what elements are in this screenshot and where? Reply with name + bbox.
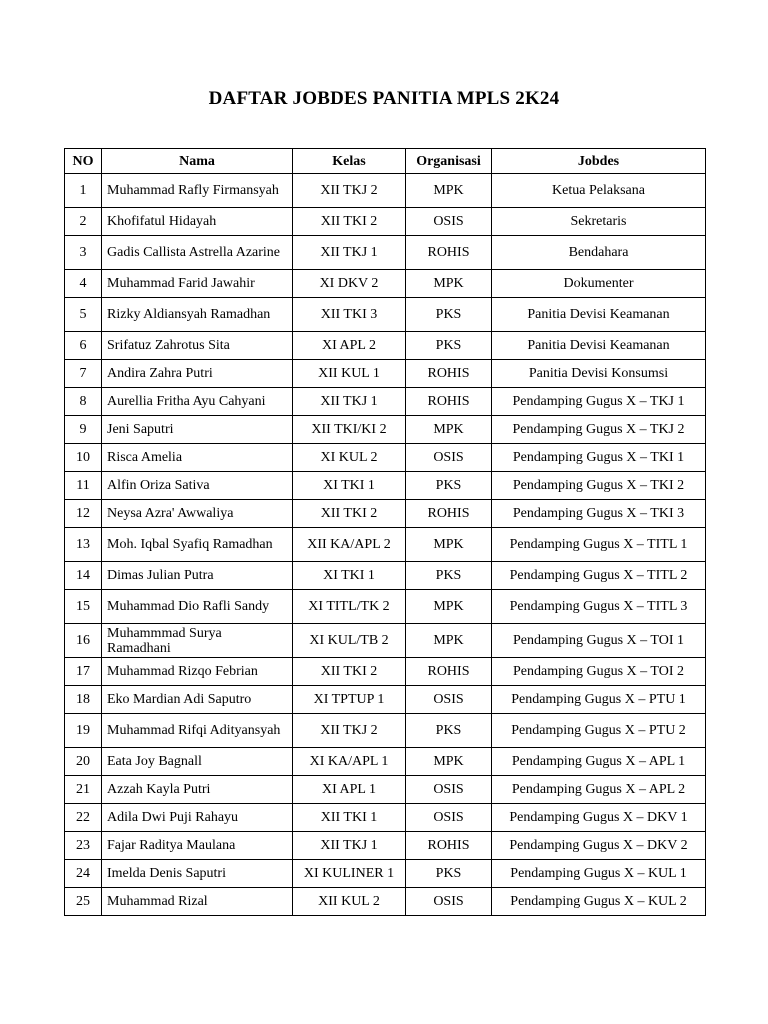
header-nama: Nama bbox=[102, 149, 293, 174]
cell-organisasi: ROHIS bbox=[406, 360, 492, 388]
cell-jobdes: Bendahara bbox=[492, 236, 706, 270]
cell-nama: Muhammmad Surya Ramadhani bbox=[102, 624, 293, 658]
cell-kelas: XII TKJ 2 bbox=[293, 714, 406, 748]
cell-jobdes: Pendamping Gugus X – DKV 1 bbox=[492, 804, 706, 832]
table-header bbox=[65, 149, 706, 174]
table-row bbox=[65, 776, 706, 804]
cell-nama: Rizky Aldiansyah Ramadhan bbox=[102, 298, 293, 332]
cell-no: 4 bbox=[65, 270, 102, 298]
cell-jobdes: Pendamping Gugus X – PTU 2 bbox=[492, 714, 706, 748]
cell-nama: Alfin Oriza Sativa bbox=[102, 472, 293, 500]
cell-kelas: XII TKJ 1 bbox=[293, 236, 406, 270]
cell-organisasi: PKS bbox=[406, 562, 492, 590]
cell-jobdes: Pendamping Gugus X – TITL 2 bbox=[492, 562, 706, 590]
cell-no: 10 bbox=[65, 444, 102, 472]
cell-organisasi: MPK bbox=[406, 624, 492, 658]
cell-kelas: XI KUL/TB 2 bbox=[293, 624, 406, 658]
cell-jobdes: Pendamping Gugus X – KUL 1 bbox=[492, 860, 706, 888]
cell-nama: Neysa Azra' Awwaliya bbox=[102, 500, 293, 528]
cell-nama: Andira Zahra Putri bbox=[102, 360, 293, 388]
cell-organisasi: OSIS bbox=[406, 208, 492, 236]
cell-no: 8 bbox=[65, 388, 102, 416]
header-no: NO bbox=[65, 149, 102, 174]
cell-nama: Muhammad Rifqi Adityansyah bbox=[102, 714, 293, 748]
cell-kelas: XII TKI/KI 2 bbox=[293, 416, 406, 444]
cell-jobdes: Dokumenter bbox=[492, 270, 706, 298]
table-row bbox=[65, 236, 706, 270]
cell-kelas: XII KUL 1 bbox=[293, 360, 406, 388]
cell-nama: Imelda Denis Saputri bbox=[102, 860, 293, 888]
header-kelas: Kelas bbox=[293, 149, 406, 174]
cell-organisasi: PKS bbox=[406, 714, 492, 748]
table-row bbox=[65, 500, 706, 528]
cell-kelas: XII TKJ 1 bbox=[293, 832, 406, 860]
table-row bbox=[65, 748, 706, 776]
cell-kelas: XII KUL 2 bbox=[293, 888, 406, 916]
table-body bbox=[65, 174, 706, 916]
cell-no: 6 bbox=[65, 332, 102, 360]
cell-kelas: XI DKV 2 bbox=[293, 270, 406, 298]
cell-kelas: XII TKI 2 bbox=[293, 208, 406, 236]
table-row bbox=[65, 804, 706, 832]
table-row bbox=[65, 888, 706, 916]
cell-kelas: XII TKI 2 bbox=[293, 500, 406, 528]
cell-kelas: XII TKJ 2 bbox=[293, 174, 406, 208]
cell-jobdes: Pendamping Gugus X – APL 1 bbox=[492, 748, 706, 776]
cell-jobdes: Pendamping Gugus X – TKI 1 bbox=[492, 444, 706, 472]
cell-jobdes: Panitia Devisi Konsumsi bbox=[492, 360, 706, 388]
cell-jobdes: Pendamping Gugus X – TITL 1 bbox=[492, 528, 706, 562]
table-row bbox=[65, 562, 706, 590]
header-organisasi: Organisasi bbox=[406, 149, 492, 174]
header-jobdes: Jobdes bbox=[492, 149, 706, 174]
cell-nama: Dimas Julian Putra bbox=[102, 562, 293, 590]
cell-nama: Muhammad Rizqo Febrian bbox=[102, 658, 293, 686]
table-row bbox=[65, 658, 706, 686]
cell-jobdes: Sekretaris bbox=[492, 208, 706, 236]
jobdes-table-container bbox=[64, 148, 705, 916]
cell-jobdes: Pendamping Gugus X – KUL 2 bbox=[492, 888, 706, 916]
cell-organisasi: ROHIS bbox=[406, 658, 492, 686]
table-row bbox=[65, 832, 706, 860]
cell-organisasi: ROHIS bbox=[406, 500, 492, 528]
cell-organisasi: MPK bbox=[406, 270, 492, 298]
cell-kelas: XII TKI 3 bbox=[293, 298, 406, 332]
cell-organisasi: OSIS bbox=[406, 686, 492, 714]
cell-nama: Jeni Saputri bbox=[102, 416, 293, 444]
table-row bbox=[65, 590, 706, 624]
cell-kelas: XI TKI 1 bbox=[293, 472, 406, 500]
cell-no: 24 bbox=[65, 860, 102, 888]
cell-organisasi: MPK bbox=[406, 416, 492, 444]
cell-kelas: XII KA/APL 2 bbox=[293, 528, 406, 562]
cell-nama: Adila Dwi Puji Rahayu bbox=[102, 804, 293, 832]
cell-nama: Muhammad Rizal bbox=[102, 888, 293, 916]
table-row bbox=[65, 332, 706, 360]
cell-organisasi: MPK bbox=[406, 590, 492, 624]
cell-no: 7 bbox=[65, 360, 102, 388]
cell-no: 14 bbox=[65, 562, 102, 590]
cell-kelas: XI APL 1 bbox=[293, 776, 406, 804]
cell-nama: Gadis Callista Astrella Azarine bbox=[102, 236, 293, 270]
page-title: DAFTAR JOBDES PANITIA MPLS 2K24 bbox=[208, 88, 560, 109]
cell-organisasi: PKS bbox=[406, 298, 492, 332]
cell-nama: Muhammad Farid Jawahir bbox=[102, 270, 293, 298]
cell-nama: Muhammad Rafly Firmansyah bbox=[102, 174, 293, 208]
cell-jobdes: Pendamping Gugus X – PTU 1 bbox=[492, 686, 706, 714]
cell-jobdes: Panitia Devisi Keamanan bbox=[492, 332, 706, 360]
header-row bbox=[65, 149, 706, 174]
table-row bbox=[65, 714, 706, 748]
cell-organisasi: MPK bbox=[406, 748, 492, 776]
cell-no: 9 bbox=[65, 416, 102, 444]
cell-no: 12 bbox=[65, 500, 102, 528]
cell-nama: Eata Joy Bagnall bbox=[102, 748, 293, 776]
cell-no: 16 bbox=[65, 624, 102, 658]
cell-no: 2 bbox=[65, 208, 102, 236]
cell-organisasi: PKS bbox=[406, 860, 492, 888]
cell-kelas: XI APL 2 bbox=[293, 332, 406, 360]
cell-kelas: XII TKJ 1 bbox=[293, 388, 406, 416]
cell-jobdes: Pendamping Gugus X – TOI 2 bbox=[492, 658, 706, 686]
cell-no: 20 bbox=[65, 748, 102, 776]
cell-organisasi: OSIS bbox=[406, 776, 492, 804]
cell-organisasi: ROHIS bbox=[406, 388, 492, 416]
cell-nama: Aurellia Fritha Ayu Cahyani bbox=[102, 388, 293, 416]
cell-nama: Fajar Raditya Maulana bbox=[102, 832, 293, 860]
cell-no: 11 bbox=[65, 472, 102, 500]
table-row bbox=[65, 416, 706, 444]
table-row bbox=[65, 624, 706, 658]
table-row bbox=[65, 444, 706, 472]
cell-no: 21 bbox=[65, 776, 102, 804]
table-row bbox=[65, 174, 706, 208]
cell-no: 19 bbox=[65, 714, 102, 748]
cell-kelas: XI KUL 2 bbox=[293, 444, 406, 472]
cell-jobdes: Pendamping Gugus X – TITL 3 bbox=[492, 590, 706, 624]
table-row bbox=[65, 360, 706, 388]
cell-organisasi: PKS bbox=[406, 332, 492, 360]
cell-jobdes: Pendamping Gugus X – TKI 2 bbox=[492, 472, 706, 500]
cell-jobdes: Pendamping Gugus X – TKJ 1 bbox=[492, 388, 706, 416]
table-row bbox=[65, 472, 706, 500]
cell-kelas: XII TKI 1 bbox=[293, 804, 406, 832]
cell-no: 18 bbox=[65, 686, 102, 714]
cell-no: 3 bbox=[65, 236, 102, 270]
cell-nama: Eko Mardian Adi Saputro bbox=[102, 686, 293, 714]
cell-no: 22 bbox=[65, 804, 102, 832]
cell-nama: Srifatuz Zahrotus Sita bbox=[102, 332, 293, 360]
table-row bbox=[65, 528, 706, 562]
table-row bbox=[65, 686, 706, 714]
table-row bbox=[65, 270, 706, 298]
cell-kelas: XI TPTUP 1 bbox=[293, 686, 406, 714]
cell-jobdes: Pendamping Gugus X – TKI 3 bbox=[492, 500, 706, 528]
cell-organisasi: MPK bbox=[406, 528, 492, 562]
cell-organisasi: OSIS bbox=[406, 444, 492, 472]
cell-nama: Khofifatul Hidayah bbox=[102, 208, 293, 236]
cell-kelas: XI KULINER 1 bbox=[293, 860, 406, 888]
cell-jobdes: Pendamping Gugus X – TOI 1 bbox=[492, 624, 706, 658]
cell-nama: Azzah Kayla Putri bbox=[102, 776, 293, 804]
cell-no: 5 bbox=[65, 298, 102, 332]
cell-nama: Moh. Iqbal Syafiq Ramadhan bbox=[102, 528, 293, 562]
table-row bbox=[65, 208, 706, 236]
table-row bbox=[65, 388, 706, 416]
cell-no: 1 bbox=[65, 174, 102, 208]
cell-organisasi: OSIS bbox=[406, 804, 492, 832]
cell-no: 23 bbox=[65, 832, 102, 860]
cell-kelas: XII TKI 2 bbox=[293, 658, 406, 686]
cell-kelas: XI KA/APL 1 bbox=[293, 748, 406, 776]
cell-no: 13 bbox=[65, 528, 102, 562]
cell-nama: Muhammad Dio Rafli Sandy bbox=[102, 590, 293, 624]
cell-no: 25 bbox=[65, 888, 102, 916]
cell-no: 17 bbox=[65, 658, 102, 686]
cell-jobdes: Pendamping Gugus X – APL 2 bbox=[492, 776, 706, 804]
cell-nama: Risca Amelia bbox=[102, 444, 293, 472]
cell-kelas: XI TKI 1 bbox=[293, 562, 406, 590]
cell-jobdes: Pendamping Gugus X – DKV 2 bbox=[492, 832, 706, 860]
cell-organisasi: ROHIS bbox=[406, 832, 492, 860]
cell-kelas: XI TITL/TK 2 bbox=[293, 590, 406, 624]
cell-no: 15 bbox=[65, 590, 102, 624]
cell-organisasi: MPK bbox=[406, 174, 492, 208]
table-row bbox=[65, 860, 706, 888]
cell-jobdes: Pendamping Gugus X – TKJ 2 bbox=[492, 416, 706, 444]
cell-organisasi: OSIS bbox=[406, 888, 492, 916]
cell-jobdes: Panitia Devisi Keamanan bbox=[492, 298, 706, 332]
table-row bbox=[65, 298, 706, 332]
jobdes-table bbox=[64, 148, 706, 916]
cell-organisasi: PKS bbox=[406, 472, 492, 500]
cell-organisasi: ROHIS bbox=[406, 236, 492, 270]
cell-jobdes: Ketua Pelaksana bbox=[492, 174, 706, 208]
